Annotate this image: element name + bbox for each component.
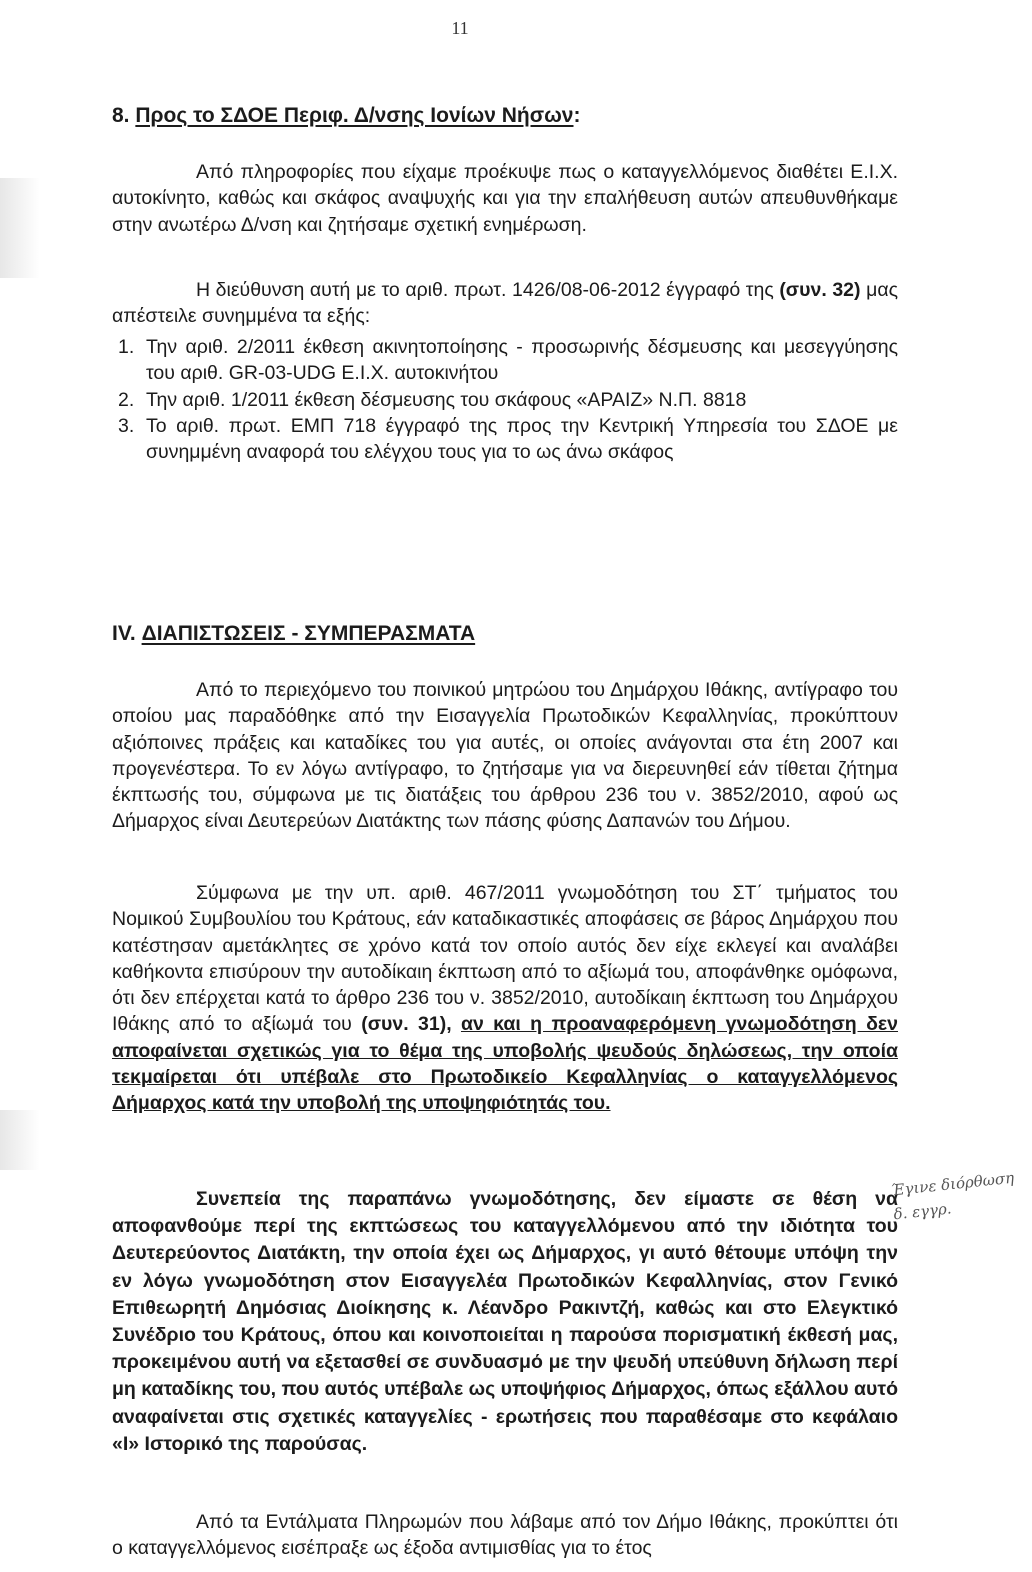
- list-item-text: Την αριθ. 2/2011 έκθεση ακινητοποίησης - προσωρινής δέσμευσης και μεσεγγύησης του αριθ. GR-03-UDG Ε.Ι.Χ. αυτοκινήτου: [146, 336, 898, 385]
- list-item: [118, 387, 898, 413]
- list-item-number: 3.: [118, 414, 135, 437]
- section-4-paragraph-4: Από τα Εντάλματα Πληρωμών που λάβαμε από τον Δήμο Ιθάκης, προκύπτει ότι ο καταγγελλόμενος εισέπραξε ως έξοδα αντιμισθίας για το έτος: [112, 1511, 898, 1560]
- section-4-paragraph-3: Συνεπεία της παραπάνω γνωμοδότησης, δεν είμαστε σε θέση να αποφανθούμε περί της εκπτώσεως του καταγγελλόμενου από την ιδιότητα του Δευτερεύοντος Διατάκτη, την οποία έχει ως Δήμαρχος, γι αυτό θέτουμε υπόψη την εν λόγω γνωμοδότηση στον Εισαγγελέα Πρωτοδικών Κεφαλληνίας, στον Γενικό Επιθεωρητή Δημόσιας Διοίκησης κ. Λέανδρο Ρακιντζή, καθώς και στο Ελεγκτικό Συνέδριο του Κράτους, όπου και κοινοποιείται η παρούσα πορισματική έκθεσή μας, προκειμένου αυτή να εξετασθεί σε συνδυασμό με την ψευδή υπεύθυνη δήλωση περί μη καταδίκης του, που αυτός υπέβαλε ως υποψήφιος Δήμαρχος, όπως εξάλλου αυτό αναφαίνεται στις σχετικές καταγγελίες - ερωτήσεις που παραθέσαμε στο κεφάλαιο «Ι» Ιστορικό της παρούσας.: [112, 1188, 898, 1455]
- list-item: [118, 334, 898, 387]
- scan-shadow-top: [0, 178, 40, 278]
- list-item: [118, 413, 898, 466]
- section-4-paragraph-1: Από το περιεχόμενο του ποινικού μητρώου του Δημάρχου Ιθάκης, αντίγραφο του οποίου μας παραδόθηκε από την Εισαγγελία Πρωτοδικών Κεφαλληνίας, προκύπτουν αξιόποινες πράξεις και καταδίκες του για αυτές, οι οποίες ανάγονται στα έτη 2007 και προγενέστερα. Το εν λόγω αντίγραφο, το ζητήσαμε για να διερευνηθεί εάν τίθεται ζήτημα έκπτωσής του, σύμφωνα με τις διατάξεις του άρθρου 236 του ν. 3852/2010, αφού ως Δήμαρχος είναι Δευτερεύων Διατάκτης των πάσης φύσης Δαπανών του Δήμου.: [112, 679, 898, 833]
- section-8-paragraph-1: Από πληροφορίες που είχαμε προέκυψε πως ο καταγγελλόμενος διαθέτει Ε.Ι.Χ. αυτοκίνητο, καθώς και σκάφος αναψυχής και για την επαλήθευση αυτών απευθυνθήκαμε στην ανωτέρω Δ/νση και ζητήσαμε σχετική ενημέρωση.: [112, 161, 898, 236]
- page-number: 11: [451, 18, 469, 38]
- attachment-ref-31: (συν. 31): [361, 1013, 447, 1036]
- section-8-number: 8.: [112, 104, 130, 127]
- paragraph-2-text: Η διεύθυνση αυτή με το αριθ. πρωτ. 1426/08-06-2012 έγγραφό της: [196, 279, 774, 301]
- section-4-paragraph-2: [112, 880, 898, 1117]
- list-item-text: Το αριθ. πρωτ. ΕΜΠ 718 έγγραφό της προς την Κεντρική Υπηρεσία του ΣΔΟΕ με συνημμένη αναφορά του ελέγχου τους για το ως άνω σκάφος: [146, 414, 898, 464]
- scan-shadow-bottom: [0, 1110, 40, 1170]
- list-item-number: 1.: [118, 336, 135, 358]
- section-8-title: Προς το ΣΔΟΕ Περιφ. Δ/νσης Ιονίων Νήσων: [135, 104, 574, 127]
- section-8-heading: [112, 103, 581, 129]
- section-4-number: IV.: [112, 622, 136, 645]
- attachments-list: [118, 334, 898, 465]
- section-8-colon: :: [573, 104, 581, 127]
- handwritten-margin-note: Έγινε διόρθωση δ. εγγρ.: [890, 1168, 1015, 1224]
- comma: ,: [446, 1013, 461, 1036]
- section-4-heading: [112, 621, 475, 647]
- paragraph-text: Σύμφωνα με την υπ. αριθ. 467/2011 γνωμοδότηση του ΣΤ΄ τμήματος του Νομικού Συμβουλίου του Κράτους, εάν καταδικαστικές αποφάσεις σε βάρος Δημάρχου που κατέστησαν αμετάκλητες σε χρόνο κατά τον οποίο αυτός δεν είχε εκλεγεί και αναλάβει καθήκοντα επισύρουν την αυτοδίκαιη έκπτωση από το αξίωμά του, αποφάνθηκε ομόφωνα, ότι δεν επέρχεται κατά το άρθρο 236 του ν. 3852/2010, αυτοδίκαιη έκπτωση του Δημάρχου Ιθάκης από το αξίωμά του: [112, 882, 898, 1036]
- list-item-number: 2.: [118, 388, 135, 411]
- section-4-title: ΔΙΑΠΙΣΤΩΣΕΙΣ - ΣΥΜΠΕΡΑΣΜΑΤΑ: [141, 622, 476, 645]
- section-8-paragraph-2: [112, 277, 898, 330]
- attachment-ref-32: (συν. 32): [779, 279, 861, 301]
- paragraph-2-rest: μας απέστειλε συνημμένα τα εξής:: [112, 279, 898, 328]
- underlined-statement: αν και η προαναφερόμενη γνωμοδότηση δεν αποφαίνεται σχετικώς για το θέμα της υποβολής ψευδούς δηλώσεως, την οποία τεκμαίρεται ότι υπέβαλε στο Πρωτοδικείο Κεφαλληνίας ο καταγγελλόμενος Δήμαρχος κατά την υποβολή της υποψηφιότητάς του.: [112, 1013, 899, 1115]
- list-item-text: Την αριθ. 1/2011 έκθεση δέσμευσης του σκάφους «ΑΡΑΙΖ» Ν.Π. 8818: [146, 388, 747, 411]
